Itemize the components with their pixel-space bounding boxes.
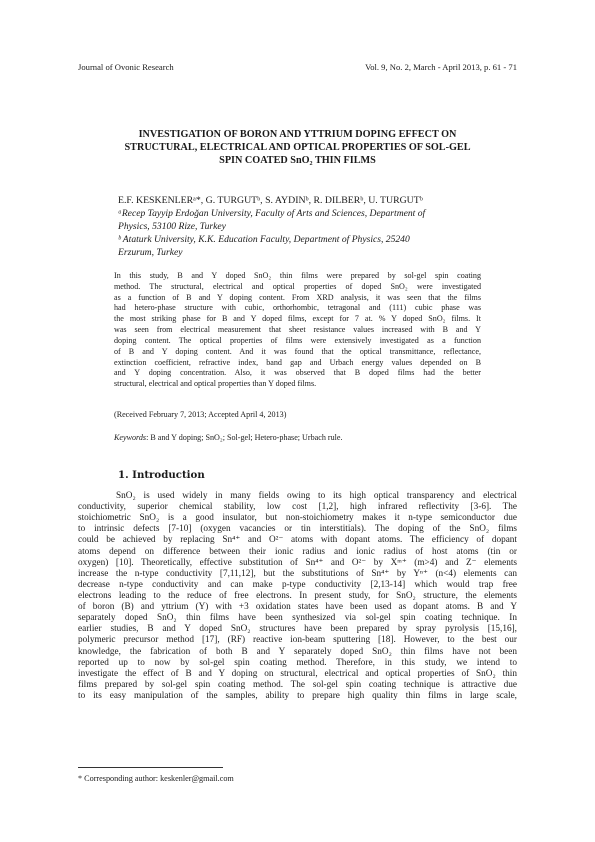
body-line: could be achieved by replacing Sn⁴⁺ and O²⁻ atoms with dopant atoms. The efficiency of dopant xyxy=(78,535,517,546)
abstract-line: was seen from electrical measurement that sheet resistance values increased with B and Y xyxy=(114,325,481,335)
body-line: decrease n-type conductivity and can make p-type conductivity [2,13-14] which would trap free xyxy=(78,579,517,590)
body-line: reported up to now by sol-gel spin coating method. Therefore, in this study, we intend to xyxy=(78,657,517,668)
body-line: conductivity, superior chemical stability, low cost [1,2], high infrared reflectivity [3-6]. The xyxy=(78,502,517,513)
paper-title xyxy=(78,128,517,168)
body-line: electrons leading to the reduce of free electrons. In present study, for SnO₂ structure, the elements xyxy=(78,590,517,601)
keywords xyxy=(114,433,343,442)
body-line: oxygen) [10]. Theoretically, effective substitution of Sn⁴⁺ and O²⁻ by Xᵐ⁺ (m>4) and Z⁻ elements xyxy=(78,557,517,568)
body-line: investigate the effect of B and Y doping on structural, electrical and optical properties of SnO₂ thin xyxy=(78,668,517,679)
body-line: separately doped SnO₂ thin films have been synthesized via sol-gel spin coating technique. In xyxy=(78,613,517,624)
intro-body xyxy=(78,491,517,702)
body-line: to its easy manipulation of the samples, ability to prepare high quality thin films in large scale, xyxy=(78,690,517,701)
body-line: knowledge, the fabrication of both B and Y separately doped SnO₂ thin films have not been xyxy=(78,646,517,657)
affiliation-line: Erzurum, Turkey xyxy=(118,247,183,258)
title-line: INVESTIGATION OF BORON AND YTTRIUM DOPING EFFECT ON xyxy=(138,129,457,140)
abstract-line: extinction coefficient, refractive index, band gap and Urbach energy values depended on B xyxy=(114,357,481,367)
body-line: to intrinsic defects [7-10] (oxygen vacancies or tin interstitials). The doping of the SnO₂ films xyxy=(78,524,517,535)
section-heading: 1. Introduction xyxy=(118,469,205,481)
abstract-line: doping content. The optical properties of films were extensively investigated as a function xyxy=(114,335,481,345)
body-line: SnO₂ is used widely in many fields owing to its high optical transparency and electrical xyxy=(116,491,517,501)
body-line: films prepared by sol-gel spin coating method. The sol-gel spin coating technique is attractive due xyxy=(78,679,517,690)
abstract-line: method. The structural, electrical and optical properties of doped SnO₂ were investigated xyxy=(114,281,481,291)
abstract-line: as a function of B and Y doping content. From XRD analysis, it was seen that the films xyxy=(114,292,481,302)
title-line: SPIN COATED SnO₂ THIN FILMS xyxy=(219,155,376,167)
body-line: earlier studies, B and Y doped SnO₂ structures have been prepared by spray pyrolysis [15,16], xyxy=(78,624,517,635)
affiliation-line: ᵃRecep Tayyip Erdoğan University, Faculty of Arts and Sciences, Department of xyxy=(118,208,426,219)
footnote: * Corresponding author: keskenler@gmail.com xyxy=(78,774,234,783)
body-line: atoms depend on difference between their ionic radius and ionic radius of host atoms (tin or xyxy=(78,546,517,557)
abstract xyxy=(114,271,481,390)
abstract-line: and Y doping concentration. Also, it was observed that B doped films had the better xyxy=(114,368,481,378)
journal-name: Journal of Ovonic Research xyxy=(78,62,174,72)
abstract-line: had hetero-phase structure with cubic, orthorhombic, tetragonal and (111) cubic phase was xyxy=(114,303,481,313)
affiliation-line: Physics, 53100 Rize, Turkey xyxy=(118,221,226,232)
affiliation-line: ᵇ Ataturk University, K.K. Education Faculty, Department of Physics, 25240 xyxy=(118,234,410,245)
abstract-line: structural, electrical and optical properties than Y doped films. xyxy=(114,379,317,389)
footnote-divider xyxy=(78,767,223,768)
received-dates: (Received February 7, 2013; Accepted April 4, 2013) xyxy=(114,410,287,419)
abstract-line: In this study, B and Y doped SnO₂ thin films were prepared by sol-gel spin coating xyxy=(114,271,481,280)
keywords-label: Keywords xyxy=(114,433,147,442)
body-line: polymeric precursor method [17], (RF) reactive ion-beam sputtering [18]. However, to the best our xyxy=(78,635,517,646)
body-line: increase the n-type conductivity [7,11,12], but the substitutions of Sn⁴⁺ by Yⁿ⁺ (n<4) elements can xyxy=(78,568,517,579)
abstract-line: of B and Y doping content. And it was found that the optical transmittance, reflectance, xyxy=(114,346,481,356)
abstract-line: the most striking phase for B and Y doped films, except for 7 at. % Y doped SnO₂ films. It xyxy=(114,314,481,324)
volume-info: Vol. 9, No. 2, March - April 2013, p. 61 - 71 xyxy=(365,62,517,72)
author-list: E.F. KESKENLERᵃ*, G. TURGUTᵇ, S. AYDINᵇ, R. DILBERᵇ, U. TURGUTᵇ xyxy=(118,195,423,206)
body-line: stoichiometric SnO₂ is a good insulator, but non-stoichiometry makes it n-type semiconductor due xyxy=(78,513,517,524)
title-line: STRUCTURAL, ELECTRICAL AND OPTICAL PROPERTIES OF SOL-GEL xyxy=(124,142,471,154)
keywords-text: : B and Y doping; SnO₂; Sol-gel; Hetero-phase; Urbach rule. xyxy=(146,433,343,442)
body-line: of boron (B) and yttrium (Y) with +3 oxidation states have been used as dopant atoms. B and Y xyxy=(78,602,517,613)
